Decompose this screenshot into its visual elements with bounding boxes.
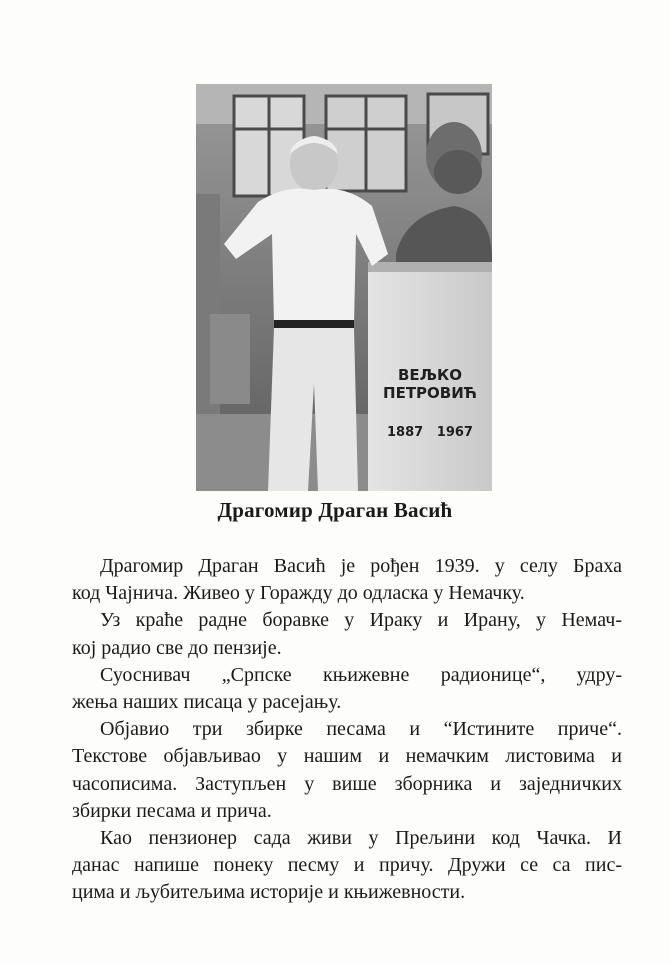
plaque-line-2: ПЕТРОВИЋ — [383, 384, 477, 402]
bio-line: Као пензионер сада живи у Прељини код Чачка. И — [100, 827, 622, 850]
bio-line: збирки песама и прича. — [72, 799, 272, 822]
bio-line: часописима. Заступљен у више зборника и заједничких — [72, 772, 622, 795]
bio-line: Драгомир Драган Васић је рођен 1939. у селу Браха — [100, 555, 622, 577]
author-photo — [196, 84, 492, 491]
plaque-line-1: ВЕЉКО — [397, 366, 463, 384]
photo-caption: Драгомир Драган Васић — [217, 498, 453, 522]
plaque-line-3: 1887 1967 — [387, 425, 473, 440]
bio-line: жења наших писаца у расејању. — [72, 691, 342, 714]
bio-line: цима и љубитељима историје и књижевности. — [72, 881, 466, 904]
bio-line: кој радио све до пензије. — [72, 636, 282, 659]
bio-line: Уз краће радне боравке у Ираку и Ирану, у Немач- — [100, 609, 622, 632]
bio-line: данас напише понеку песму и причу. Дружи се са пис- — [72, 854, 622, 877]
bio-line: Текстове објављивао у нашим и немачким листовима и — [72, 745, 622, 768]
biography-text — [72, 553, 622, 907]
bio-line: код Чајнича. Живео у Горажду до одласка у Немачку. — [72, 582, 525, 605]
bio-line: Суоснивач „Српске књижевне радионице“, удру- — [100, 663, 622, 686]
bio-line: Објавио три збирке песама и “Истините приче“. — [100, 718, 622, 741]
